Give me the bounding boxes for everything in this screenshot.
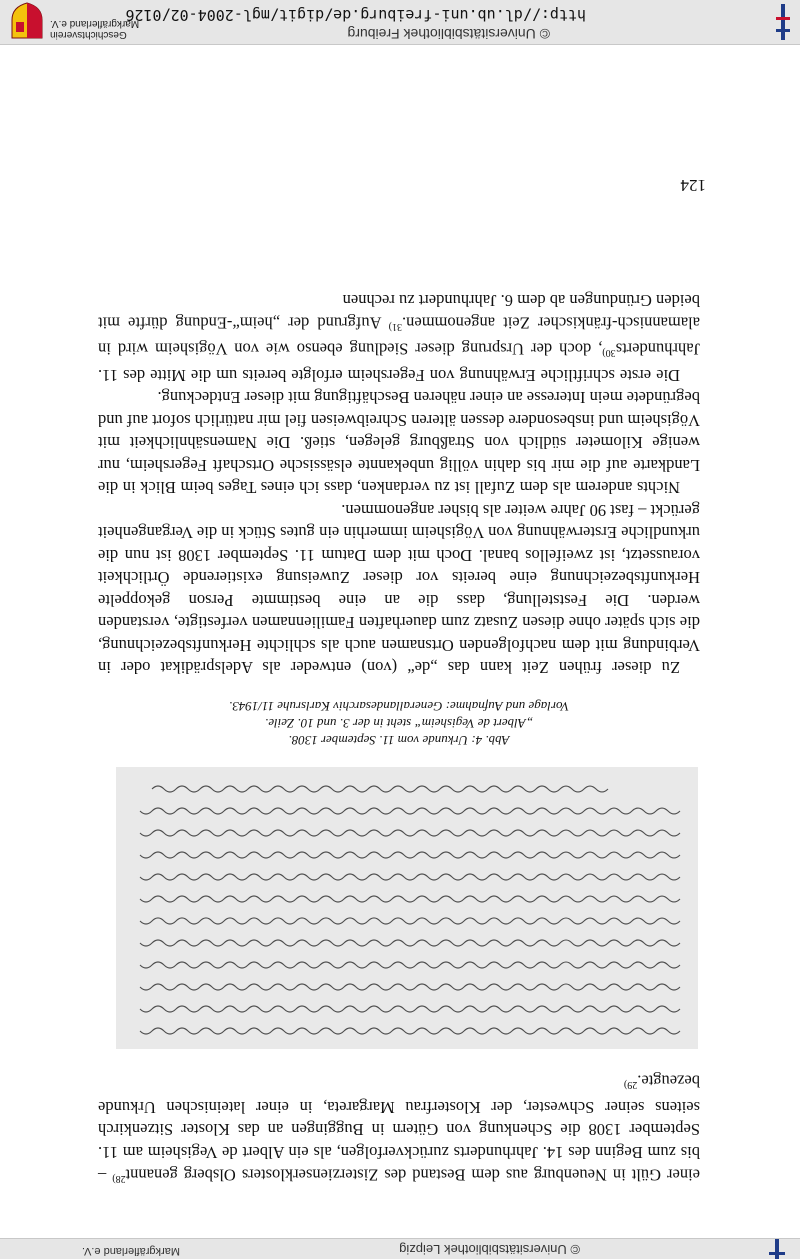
paragraph-4: Die erste schriftliche Erwähnung von Fegersheim erfolgte bereits um die Mitte des 11. Jahrhunderts$^{30)}$, doch der Ursprung dieser Siedlung ebenso wie von Vögisheim wird in alamannisch-fränkischer Zeit angenommen.$^{31)}$ Aufgrund der „heim“-Endung dürfte mit beiden Gründungen ab dem 6. Jahrhundert zu rechnen bbox=[98, 291, 700, 385]
footnote-30: 30) bbox=[602, 347, 616, 359]
paragraph-1: einer Gült in Neuenburg aus dem Bestand des Zisterzienserklosters Olsberg genannt$^{28)}$ – bis zum Beginn des 14. Jahrhunderts zurückverfolgen, als ein Albert de Vegisheim am 11. September 1308 die Schenkung von Gütern in Buggingen an das Kloster Sitzenkirch seitens seiner Schwester, der Klosterfrau Margareta, in einer lateinischen Urkunde bezeugte.$^{29)}$ bbox=[98, 1072, 700, 1185]
page-content bbox=[98, 289, 700, 1189]
caption-line-1: Abb. 4: Urkunde vom 11. September 1308. bbox=[288, 733, 510, 749]
bottom-notice-bar bbox=[0, 0, 800, 45]
library-logo-icon bbox=[766, 1239, 788, 1259]
society-name: Markgräflerland e.V. bbox=[81, 1245, 180, 1257]
library-logo-icon bbox=[776, 4, 790, 40]
document-url-link[interactable]: http://dl.ub.uni-freiburg.de/digit/mgl-2004-02/0126 bbox=[125, 6, 586, 24]
society-label: Geschichtsverein Markgräflerland e.V. bbox=[50, 18, 140, 40]
caption-line-3: Vorlage und Aufnahme: Generallandesarchiv Karlsruhe 11/1943. bbox=[229, 699, 569, 715]
society-crest-icon bbox=[10, 2, 44, 40]
library-notice-freiburg: © Universitätsbibliothek Freiburg bbox=[347, 26, 550, 42]
caption-line-2: „Albert de Vegisheim“ steht in der 3. und 10. Zeile. bbox=[265, 716, 533, 732]
footnote-28: 28) bbox=[112, 1173, 126, 1184]
paragraph-2: Zu dieser frühen Zeit kann das „de“ (von) entweder als Adelsprädikat oder in Verbindung mit dem nachfolgenden Ortsnamen auch als schlichte Herkunftsbezeichnung, die sich später ohne diesen Zusatz zum dauerhaften Familiennamen verfestigte, verstanden werden. Die Feststellung, dass die an eine bestimmte Person gekoppelte Herkunftsbezeichnung eine bereits vor dieser Zuweisung existierende Örtlichkeit voraussetzt, ist zweifellos banal. Doch mit dem Datum 11. September 1308 ist nun die urkundliche Ersterwähnung von Vögisheim immerhin ein gutes Stück in die Vergangenheit gerückt – fast 90 Jahre weiter als bisher angenommen. bbox=[98, 501, 700, 678]
figure-caption bbox=[98, 699, 700, 750]
footnote-31: 31) bbox=[388, 321, 403, 333]
library-notice: © Universitätsbibliothek Leipzig bbox=[399, 1242, 580, 1257]
top-notice-bar bbox=[0, 1238, 800, 1259]
manuscript-image bbox=[116, 768, 698, 1050]
paragraph-3: Nichts anderem als dem Zufall ist zu verdanken, dass ich eines Tages beim Blick in die Landkarte auf die mir bis dahin völlig unbekannte elsässische Ortschaft Fegersheim, nur wenige Kilometer südlich von Straßburg gelegen, stieß. Die Namensähnlichkeit mit Vögisheim und insbesondere dessen älteren Schreibweisen fiel mir natürlich sofort auf und begründete mein Interesse an einer näheren Beschäftigung mit dieser Entdeckung. bbox=[98, 388, 700, 498]
handwritten-charter-icon bbox=[116, 768, 698, 1050]
footnote-29: 29) bbox=[623, 1079, 638, 1091]
page-number: 124 bbox=[680, 176, 706, 195]
